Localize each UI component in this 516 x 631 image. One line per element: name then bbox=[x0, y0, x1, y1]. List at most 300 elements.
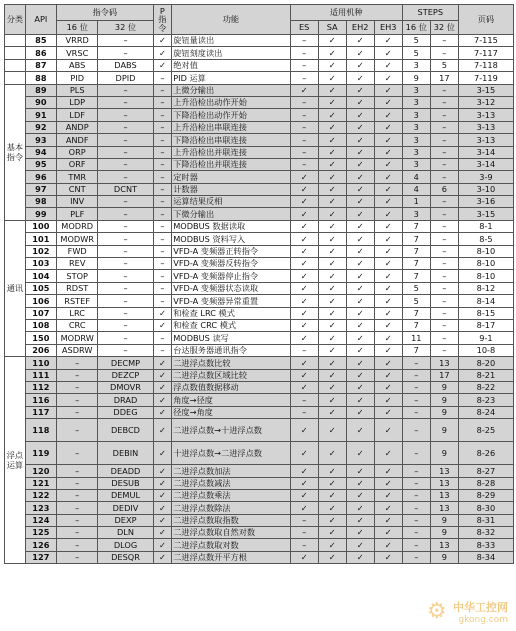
cell-eh2: ✓ bbox=[346, 35, 374, 47]
table-row bbox=[5, 394, 514, 406]
cell-function: 运算结果反相 bbox=[172, 196, 290, 208]
cell-steps-16bit: – bbox=[402, 394, 430, 406]
cell-api: 92 bbox=[25, 121, 56, 133]
table-row bbox=[5, 109, 514, 121]
cell-code-32bit: DLN bbox=[98, 527, 153, 539]
cell-eh2: ✓ bbox=[346, 442, 374, 465]
cell-steps-32bit: 13 bbox=[430, 539, 458, 551]
cell-sa: ✓ bbox=[318, 196, 346, 208]
cell-eh3: ✓ bbox=[374, 344, 402, 356]
cell-p-instruction: ✓ bbox=[153, 406, 172, 418]
cell-code-16bit: ANDP bbox=[56, 121, 98, 133]
cell-steps-16bit: 3 bbox=[402, 59, 430, 71]
cell-steps-32bit: 9 bbox=[430, 551, 458, 563]
cell-steps-32bit: – bbox=[430, 295, 458, 307]
cell-steps-16bit: 4 bbox=[402, 183, 430, 195]
cell-category: 浮点运算 bbox=[5, 357, 26, 564]
cell-code-16bit: RSTEF bbox=[56, 295, 98, 307]
cell-page: 8-29 bbox=[458, 489, 513, 501]
header-page: 页码 bbox=[458, 5, 513, 35]
table-body bbox=[5, 35, 514, 564]
cell-p-instruction: – bbox=[153, 134, 172, 146]
cell-function: 角度→径度 bbox=[172, 394, 290, 406]
cell-api: 99 bbox=[25, 208, 56, 220]
cell-steps-32bit: – bbox=[430, 332, 458, 344]
cell-function: 二进浮点数比较 bbox=[172, 357, 290, 369]
cell-function: VFD-A 变频器正转指令 bbox=[172, 245, 290, 257]
cell-eh3: ✓ bbox=[374, 357, 402, 369]
cell-code-32bit: DMOVR bbox=[98, 381, 153, 393]
cell-sa: ✓ bbox=[318, 307, 346, 319]
cell-function: VFD-A 变频器停止指令 bbox=[172, 270, 290, 282]
table-row bbox=[5, 465, 514, 477]
cell-eh2: ✓ bbox=[346, 527, 374, 539]
cell-eh3: ✓ bbox=[374, 258, 402, 270]
cell-steps-32bit: – bbox=[430, 47, 458, 59]
table-row bbox=[5, 59, 514, 71]
cell-sa: ✓ bbox=[318, 183, 346, 195]
cell-api: 123 bbox=[25, 502, 56, 514]
cell-api: 119 bbox=[25, 442, 56, 465]
cell-page: 3-15 bbox=[458, 208, 513, 220]
cell-p-instruction: ✓ bbox=[153, 47, 172, 59]
cell-code-32bit: – bbox=[98, 295, 153, 307]
cell-code-16bit: – bbox=[56, 406, 98, 418]
header-category: 分类 bbox=[5, 5, 26, 35]
cell-es: ✓ bbox=[290, 307, 318, 319]
header-steps-16bit: 16 位 bbox=[402, 21, 430, 35]
cell-es: ✓ bbox=[290, 477, 318, 489]
cell-code-16bit: VRSC bbox=[56, 47, 98, 59]
cell-api: 106 bbox=[25, 295, 56, 307]
cell-steps-16bit: 5 bbox=[402, 282, 430, 294]
cell-function: PID 运算 bbox=[172, 72, 290, 84]
cell-code-16bit: LDP bbox=[56, 96, 98, 108]
cell-steps-16bit: 3 bbox=[402, 84, 430, 96]
cell-es: ✓ bbox=[290, 282, 318, 294]
cell-code-32bit: DPID bbox=[98, 72, 153, 84]
cell-eh2: ✓ bbox=[346, 146, 374, 158]
cell-sa: ✓ bbox=[318, 394, 346, 406]
cell-code-16bit: STOP bbox=[56, 270, 98, 282]
table-row bbox=[5, 196, 514, 208]
cell-eh3: ✓ bbox=[374, 245, 402, 257]
cell-page: 10-8 bbox=[458, 344, 513, 356]
cell-steps-32bit: – bbox=[430, 109, 458, 121]
cell-category bbox=[5, 35, 26, 47]
cell-function: 二进浮点数除法 bbox=[172, 502, 290, 514]
cell-eh3: ✓ bbox=[374, 47, 402, 59]
cell-page: 3-9 bbox=[458, 171, 513, 183]
cell-sa: ✓ bbox=[318, 121, 346, 133]
header-steps-32bit: 32 位 bbox=[430, 21, 458, 35]
cell-code-16bit: – bbox=[56, 465, 98, 477]
cell-steps-16bit: – bbox=[402, 369, 430, 381]
cell-eh2: ✓ bbox=[346, 134, 374, 146]
cell-code-16bit: CNT bbox=[56, 183, 98, 195]
cell-steps-16bit: 7 bbox=[402, 319, 430, 331]
cell-steps-32bit: 9 bbox=[430, 394, 458, 406]
cell-function: 二进浮点数减法 bbox=[172, 477, 290, 489]
cell-eh3: ✓ bbox=[374, 319, 402, 331]
cell-code-16bit: PID bbox=[56, 72, 98, 84]
cell-code-16bit: – bbox=[56, 551, 98, 563]
cell-api: 89 bbox=[25, 84, 56, 96]
cell-code-16bit: INV bbox=[56, 196, 98, 208]
cell-code-16bit: PLF bbox=[56, 208, 98, 220]
cell-page: 8-17 bbox=[458, 319, 513, 331]
cell-function: 二进浮点数取自然对数 bbox=[172, 527, 290, 539]
cell-steps-32bit: 13 bbox=[430, 465, 458, 477]
cell-page: 3-15 bbox=[458, 84, 513, 96]
cell-api: 95 bbox=[25, 158, 56, 170]
cell-steps-16bit: 3 bbox=[402, 109, 430, 121]
cell-steps-16bit: 7 bbox=[402, 307, 430, 319]
header-steps: STEPS bbox=[402, 5, 458, 21]
cell-api: 104 bbox=[25, 270, 56, 282]
cell-eh2: ✓ bbox=[346, 502, 374, 514]
cell-eh3: ✓ bbox=[374, 551, 402, 563]
cell-sa: ✓ bbox=[318, 357, 346, 369]
cell-code-16bit: RDST bbox=[56, 282, 98, 294]
cell-eh2: ✓ bbox=[346, 539, 374, 551]
table-row bbox=[5, 258, 514, 270]
cell-steps-32bit: – bbox=[430, 208, 458, 220]
cell-steps-16bit: – bbox=[402, 465, 430, 477]
cell-function: 下降沿检出串联连接 bbox=[172, 134, 290, 146]
cell-es: ✓ bbox=[290, 369, 318, 381]
header-models: 适用机种 bbox=[290, 5, 402, 21]
table-row bbox=[5, 332, 514, 344]
table-row bbox=[5, 502, 514, 514]
cell-page: 8-34 bbox=[458, 551, 513, 563]
cell-code-16bit: ANDF bbox=[56, 134, 98, 146]
table-row bbox=[5, 477, 514, 489]
cell-eh3: ✓ bbox=[374, 527, 402, 539]
cell-code-16bit: – bbox=[56, 357, 98, 369]
cell-steps-32bit: – bbox=[430, 220, 458, 232]
cell-sa: ✓ bbox=[318, 84, 346, 96]
cell-p-instruction: ✓ bbox=[153, 465, 172, 477]
cell-eh2: ✓ bbox=[346, 489, 374, 501]
cell-sa: ✓ bbox=[318, 419, 346, 442]
cell-steps-16bit: – bbox=[402, 406, 430, 418]
cell-sa: ✓ bbox=[318, 282, 346, 294]
cell-code-32bit: – bbox=[98, 319, 153, 331]
cell-steps-16bit: 3 bbox=[402, 134, 430, 146]
cell-page: 8-33 bbox=[458, 539, 513, 551]
header-sa: SA bbox=[318, 21, 346, 35]
cell-api: 110 bbox=[25, 357, 56, 369]
cell-sa: ✓ bbox=[318, 514, 346, 526]
header-32bit: 32 位 bbox=[98, 21, 153, 35]
cell-function: 上升沿检出串联连接 bbox=[172, 121, 290, 133]
cell-steps-16bit: 1 bbox=[402, 196, 430, 208]
cell-code-32bit: – bbox=[98, 84, 153, 96]
table-row bbox=[5, 96, 514, 108]
cell-p-instruction: ✓ bbox=[153, 357, 172, 369]
header-function: 功能 bbox=[172, 5, 290, 35]
cell-eh2: ✓ bbox=[346, 295, 374, 307]
table-row bbox=[5, 406, 514, 418]
cell-sa: ✓ bbox=[318, 406, 346, 418]
cell-category: 通讯 bbox=[5, 220, 26, 356]
cell-api: 107 bbox=[25, 307, 56, 319]
cell-p-instruction: – bbox=[153, 183, 172, 195]
cell-eh3: ✓ bbox=[374, 220, 402, 232]
cell-eh2: ✓ bbox=[346, 307, 374, 319]
cell-function: 二进浮点数取指数 bbox=[172, 514, 290, 526]
cell-function: 二进浮点数乘法 bbox=[172, 489, 290, 501]
cell-eh2: ✓ bbox=[346, 171, 374, 183]
cell-function: VFD-A 变频器状态读取 bbox=[172, 282, 290, 294]
cell-p-instruction: ✓ bbox=[153, 319, 172, 331]
cell-sa: ✓ bbox=[318, 171, 346, 183]
cell-es: ✓ bbox=[290, 220, 318, 232]
cell-steps-32bit: – bbox=[430, 96, 458, 108]
cell-eh3: ✓ bbox=[374, 539, 402, 551]
cell-code-32bit: – bbox=[98, 158, 153, 170]
cell-steps-16bit: – bbox=[402, 551, 430, 563]
cell-steps-32bit: 17 bbox=[430, 72, 458, 84]
cell-function: 计数器 bbox=[172, 183, 290, 195]
cell-steps-16bit: – bbox=[402, 539, 430, 551]
cell-steps-16bit: 5 bbox=[402, 47, 430, 59]
cell-eh3: ✓ bbox=[374, 419, 402, 442]
cell-steps-16bit: – bbox=[402, 419, 430, 442]
cell-function: 十进浮点数→二进浮点数 bbox=[172, 442, 290, 465]
cell-p-instruction: – bbox=[153, 208, 172, 220]
cell-steps-16bit: – bbox=[402, 527, 430, 539]
cell-steps-32bit: 13 bbox=[430, 502, 458, 514]
cell-function: VFD-A 变频器异常重置 bbox=[172, 295, 290, 307]
cell-eh3: ✓ bbox=[374, 121, 402, 133]
cell-p-instruction: – bbox=[153, 258, 172, 270]
cell-steps-16bit: – bbox=[402, 442, 430, 465]
cell-function: 二进浮点数开平方根 bbox=[172, 551, 290, 563]
cell-eh3: ✓ bbox=[374, 96, 402, 108]
cell-api: 112 bbox=[25, 381, 56, 393]
cell-es: – bbox=[290, 121, 318, 133]
cell-page: 7-117 bbox=[458, 47, 513, 59]
cell-api: 206 bbox=[25, 344, 56, 356]
cell-api: 100 bbox=[25, 220, 56, 232]
cell-steps-16bit: – bbox=[402, 477, 430, 489]
cell-steps-16bit: 7 bbox=[402, 270, 430, 282]
cell-code-32bit: – bbox=[98, 270, 153, 282]
cell-steps-16bit: 5 bbox=[402, 35, 430, 47]
header-es: ES bbox=[290, 21, 318, 35]
cell-steps-32bit: – bbox=[430, 245, 458, 257]
cell-code-16bit: – bbox=[56, 502, 98, 514]
table-row bbox=[5, 539, 514, 551]
cell-sa: ✓ bbox=[318, 489, 346, 501]
cell-page: 8-21 bbox=[458, 369, 513, 381]
cell-es: – bbox=[290, 527, 318, 539]
cell-api: 87 bbox=[25, 59, 56, 71]
cell-es: ✓ bbox=[290, 419, 318, 442]
cell-api: 103 bbox=[25, 258, 56, 270]
table-row bbox=[5, 551, 514, 563]
cell-p-instruction: ✓ bbox=[153, 307, 172, 319]
cell-p-instruction: – bbox=[153, 282, 172, 294]
cell-api: 121 bbox=[25, 477, 56, 489]
cell-code-32bit: – bbox=[98, 196, 153, 208]
cell-steps-32bit: – bbox=[430, 35, 458, 47]
cell-steps-16bit: 11 bbox=[402, 332, 430, 344]
cell-code-16bit: CRC bbox=[56, 319, 98, 331]
cell-code-16bit: – bbox=[56, 419, 98, 442]
cell-function: 二进浮点数区域比较 bbox=[172, 369, 290, 381]
cell-api: 101 bbox=[25, 233, 56, 245]
table-row bbox=[5, 419, 514, 442]
cell-page: 3-16 bbox=[458, 196, 513, 208]
cell-code-32bit: DCNT bbox=[98, 183, 153, 195]
cell-eh2: ✓ bbox=[346, 551, 374, 563]
cell-page: 8-25 bbox=[458, 419, 513, 442]
cell-eh2: ✓ bbox=[346, 183, 374, 195]
table-row bbox=[5, 527, 514, 539]
cell-code-16bit: – bbox=[56, 539, 98, 551]
cell-p-instruction: – bbox=[153, 220, 172, 232]
cell-steps-32bit: 9 bbox=[430, 419, 458, 442]
cell-eh3: ✓ bbox=[374, 465, 402, 477]
table-row bbox=[5, 183, 514, 195]
cell-sa: ✓ bbox=[318, 502, 346, 514]
cell-steps-16bit: – bbox=[402, 381, 430, 393]
cell-api: 118 bbox=[25, 419, 56, 442]
cell-es: ✓ bbox=[290, 84, 318, 96]
table-row bbox=[5, 442, 514, 465]
cell-es: – bbox=[290, 35, 318, 47]
cell-steps-32bit: – bbox=[430, 319, 458, 331]
cell-eh3: ✓ bbox=[374, 270, 402, 282]
cell-steps-32bit: – bbox=[430, 233, 458, 245]
cell-eh2: ✓ bbox=[346, 332, 374, 344]
cell-page: 8-32 bbox=[458, 527, 513, 539]
cell-steps-16bit: 9 bbox=[402, 72, 430, 84]
cell-sa: ✓ bbox=[318, 551, 346, 563]
cell-page: 8-10 bbox=[458, 258, 513, 270]
cell-api: 150 bbox=[25, 332, 56, 344]
cell-code-16bit: – bbox=[56, 477, 98, 489]
cell-eh2: ✓ bbox=[346, 282, 374, 294]
cell-code-32bit: – bbox=[98, 307, 153, 319]
cell-category bbox=[5, 72, 26, 84]
cell-function: 上微分输出 bbox=[172, 84, 290, 96]
cell-steps-32bit: 9 bbox=[430, 406, 458, 418]
cell-api: 93 bbox=[25, 134, 56, 146]
cell-api: 111 bbox=[25, 369, 56, 381]
cell-es: ✓ bbox=[290, 171, 318, 183]
cell-code-32bit: DLOG bbox=[98, 539, 153, 551]
cell-p-instruction: – bbox=[153, 84, 172, 96]
cell-steps-16bit: 4 bbox=[402, 171, 430, 183]
cell-p-instruction: – bbox=[153, 295, 172, 307]
cell-es: ✓ bbox=[290, 233, 318, 245]
cell-sa: ✓ bbox=[318, 295, 346, 307]
cell-eh2: ✓ bbox=[346, 72, 374, 84]
cell-eh2: ✓ bbox=[346, 514, 374, 526]
cell-steps-16bit: 3 bbox=[402, 208, 430, 220]
cell-sa: ✓ bbox=[318, 233, 346, 245]
cell-steps-32bit: – bbox=[430, 344, 458, 356]
table-row bbox=[5, 282, 514, 294]
cell-p-instruction: – bbox=[153, 233, 172, 245]
table-row bbox=[5, 295, 514, 307]
cell-code-32bit: – bbox=[98, 344, 153, 356]
cell-code-16bit: MODRD bbox=[56, 220, 98, 232]
cell-p-instruction: – bbox=[153, 96, 172, 108]
cell-api: 91 bbox=[25, 109, 56, 121]
cell-code-32bit: – bbox=[98, 35, 153, 47]
cell-es: – bbox=[290, 146, 318, 158]
cell-eh3: ✓ bbox=[374, 158, 402, 170]
cell-code-32bit: – bbox=[98, 171, 153, 183]
cell-code-32bit: – bbox=[98, 220, 153, 232]
cell-eh3: ✓ bbox=[374, 442, 402, 465]
cell-es: ✓ bbox=[290, 502, 318, 514]
cell-steps-32bit: – bbox=[430, 270, 458, 282]
cell-eh3: ✓ bbox=[374, 307, 402, 319]
cell-eh2: ✓ bbox=[346, 465, 374, 477]
cell-es: – bbox=[290, 96, 318, 108]
cell-steps-16bit: – bbox=[402, 357, 430, 369]
cell-page: 3-14 bbox=[458, 146, 513, 158]
cell-api: 122 bbox=[25, 489, 56, 501]
cell-function: 二进浮点数取对数 bbox=[172, 539, 290, 551]
cell-es: – bbox=[290, 514, 318, 526]
cell-es: ✓ bbox=[290, 196, 318, 208]
cell-p-instruction: ✓ bbox=[153, 369, 172, 381]
cell-api: 96 bbox=[25, 171, 56, 183]
cell-api: 127 bbox=[25, 551, 56, 563]
cell-code-32bit: DEBCD bbox=[98, 419, 153, 442]
cell-category bbox=[5, 59, 26, 71]
cell-function: 二进浮点数→十进浮点数 bbox=[172, 419, 290, 442]
cell-eh3: ✓ bbox=[374, 84, 402, 96]
watermark-url: gkong.com bbox=[458, 615, 508, 625]
cell-steps-32bit: – bbox=[430, 307, 458, 319]
cell-p-instruction: ✓ bbox=[153, 477, 172, 489]
table-row bbox=[5, 514, 514, 526]
cell-steps-32bit: 9 bbox=[430, 527, 458, 539]
cell-steps-32bit: – bbox=[430, 196, 458, 208]
cell-code-16bit: MODRW bbox=[56, 332, 98, 344]
cell-es: ✓ bbox=[290, 319, 318, 331]
cell-p-instruction: ✓ bbox=[153, 514, 172, 526]
cell-es: – bbox=[290, 134, 318, 146]
cell-code-16bit: ORP bbox=[56, 146, 98, 158]
table-row bbox=[5, 158, 514, 170]
cell-steps-32bit: – bbox=[430, 158, 458, 170]
cell-code-16bit: – bbox=[56, 369, 98, 381]
cell-api: 126 bbox=[25, 539, 56, 551]
cell-es: ✓ bbox=[290, 270, 318, 282]
cell-function: MODBUS 资料写入 bbox=[172, 233, 290, 245]
cell-sa: ✓ bbox=[318, 332, 346, 344]
cell-eh2: ✓ bbox=[346, 270, 374, 282]
cell-eh2: ✓ bbox=[346, 59, 374, 71]
cell-steps-32bit: – bbox=[430, 171, 458, 183]
cell-es: ✓ bbox=[290, 258, 318, 270]
cell-eh3: ✓ bbox=[374, 394, 402, 406]
cell-code-16bit: ORF bbox=[56, 158, 98, 170]
cell-p-instruction: ✓ bbox=[153, 419, 172, 442]
cell-function: 旋钮量读出 bbox=[172, 35, 290, 47]
cell-code-32bit: DEZCP bbox=[98, 369, 153, 381]
header-eh2: EH2 bbox=[346, 21, 374, 35]
